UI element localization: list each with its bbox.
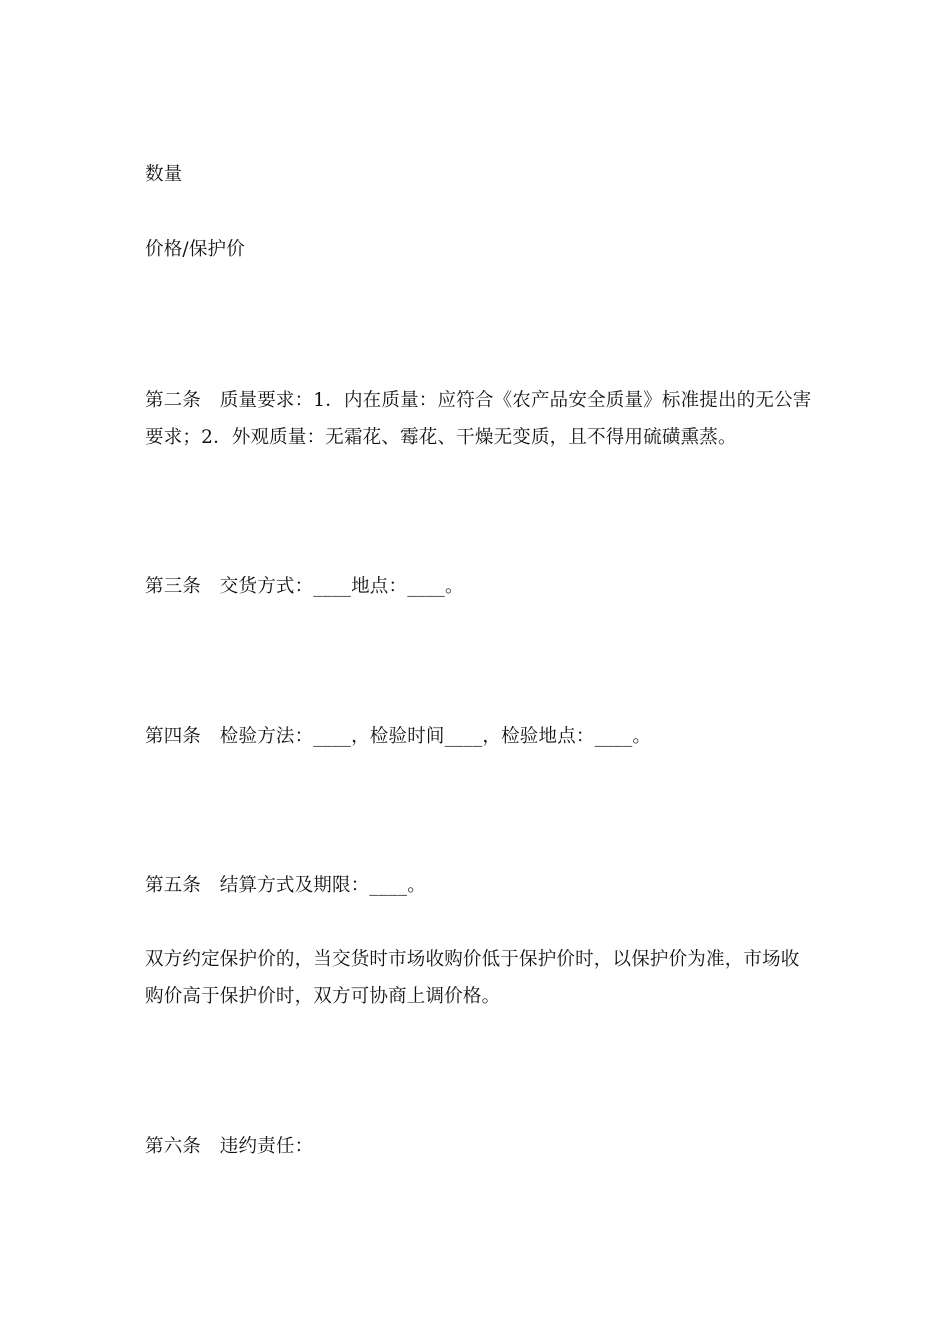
article-3-delivery: 第三条 交货方式：____地点：____。 (145, 576, 464, 597)
article-4-inspection: 第四条 检验方法：____，检验时间____，检验地点：____。 (145, 726, 652, 747)
article-6-liability: 第六条 违约责任： (145, 1136, 314, 1157)
price-label: 价格/保护价 (145, 239, 245, 260)
article-5-settlement: 第五条 结算方式及期限：____。 (145, 875, 426, 896)
article-5-price-note: 双方约定保护价的，当交货时市场收购价低于保护价时，以保护价为准，市场收购价高于保护价时，双方可协商上调价格。 (145, 949, 800, 1007)
article-2-quality: 第二条 质量要求：1．内在质量：应符合《农产品安全质量》标准提出的无公害要求；2．外观质量：无霜花、霉花、干燥无变质，且不得用硫磺熏蒸。 (145, 390, 812, 448)
quantity-label: 数量 (145, 164, 183, 185)
